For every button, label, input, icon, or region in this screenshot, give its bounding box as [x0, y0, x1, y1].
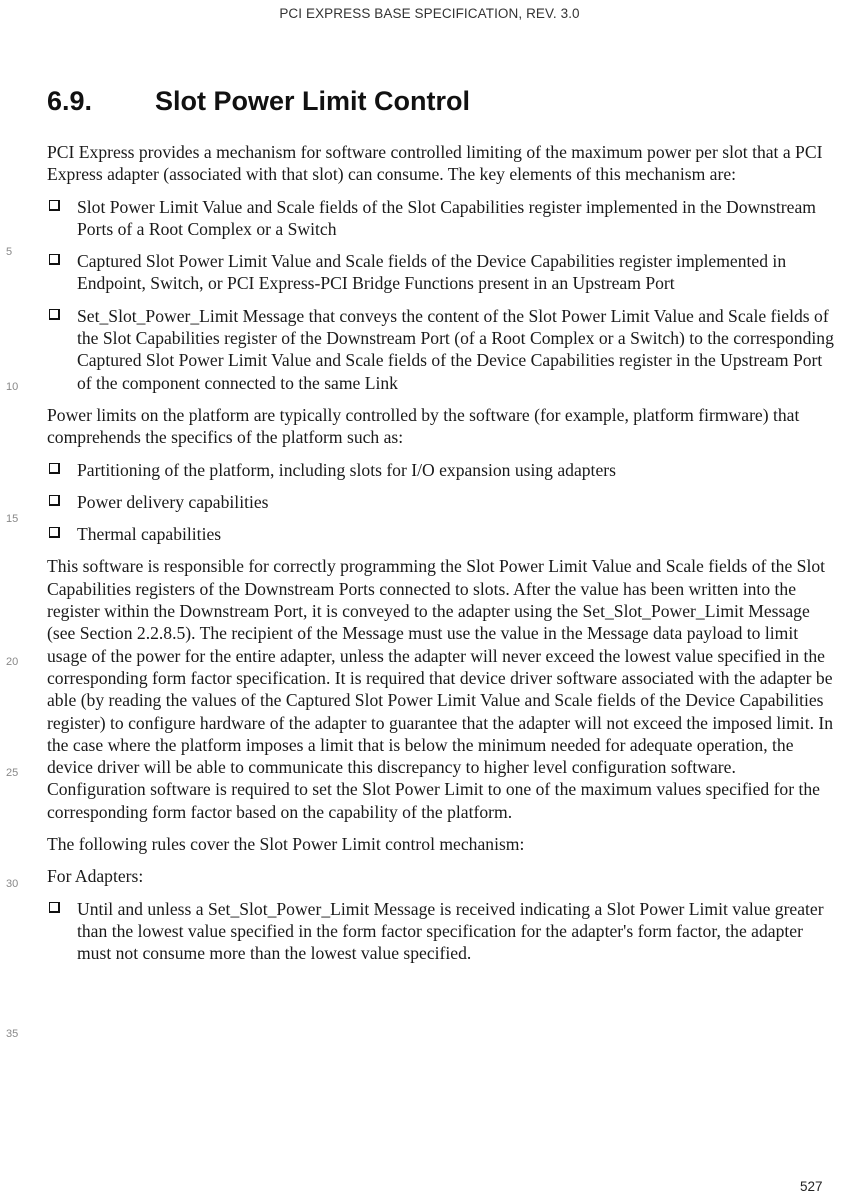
- key-element-item: [47, 196, 837, 241]
- line-number: 30: [6, 878, 19, 890]
- document-body: [47, 141, 837, 975]
- checkbox-bullet-icon: [49, 902, 60, 913]
- software-paragraph: This software is responsible for correctly programming the Slot Power Limit Value and Scale fields of the Slot Capabilities registers of the Downstream Ports connected to slots. After the value has been written into the register within the Downstream Port, it is conveyed to the adapter using the Set_Slot_Power_Limit Message (see Section 2.2.8.5). The recipient of the Message must use the value in the Message data payload to limit usage of the power for the entire adapter, unless the adapter will never exceed the lowest value specified in the corresponding form factor specification. It is required that device driver software associated with the adapter be able (by reading the values of the Captured Slot Power Limit Value and Scale fields of the Device Capabilities register) to configure hardware of the adapter to guarantee that the adapter will not exceed the imposed limit. In the case where the platform imposes a limit that is below the minimum needed for adequate operation, the device driver will be able to communicate this discrepancy to higher level configuration software. Configuration software is required to set the Slot Power Limit to one of the maximum values specified for the corresponding form factor based on the capability of the platform.: [47, 556, 834, 822]
- line-number: 5: [6, 246, 13, 258]
- platform-specific-text: Partitioning of the platform, including slots for I/O expansion using adapters: [77, 459, 616, 480]
- line-number: 10: [6, 381, 19, 393]
- key-element-text: Set_Slot_Power_Limit Message that conveys the content of the Slot Power Limit Value and Scale fields of the Slot Capabilities register of the Downstream Port (of a Root Complex or a Switch) to the corresponding Captured Slot Power Limit Value and Scale fields of the Device Capabilities register in the Upstream Port of the component connected to the same Link: [77, 305, 834, 393]
- section-heading: [47, 86, 470, 117]
- key-element-text: Captured Slot Power Limit Value and Scale fields of the Device Capabilities register implemented in Endpoint, Switch, or PCI Express-PCI Bridge Functions present in an Upstream Port: [77, 251, 787, 294]
- key-element-text: Slot Power Limit Value and Scale fields of the Slot Capabilities register implemented in the Downstream Ports of a Root Complex or a Switch: [77, 196, 816, 239]
- rules-intro-paragraph: The following rules cover the Slot Power Limit control mechanism:: [47, 834, 525, 855]
- checkbox-bullet-icon: [49, 309, 60, 320]
- platform-specific-text: Thermal capabilities: [77, 524, 222, 545]
- platform-specific-item: [47, 523, 837, 545]
- key-element-item: [47, 250, 837, 295]
- running-header: PCI EXPRESS BASE SPECIFICATION, REV. 3.0: [279, 6, 580, 21]
- page-number: 527: [800, 1179, 823, 1194]
- line-number: 15: [6, 513, 19, 525]
- platform-specific-item: [47, 491, 837, 513]
- line-number: 20: [6, 656, 19, 668]
- power-limits-paragraph: Power limits on the platform are typically controlled by the software (for example, platform firmware) that comprehends the specifics of the platform such as:: [47, 404, 800, 448]
- section-number: 6.9.: [47, 86, 93, 116]
- platform-specific-text: Power delivery capabilities: [77, 491, 269, 512]
- checkbox-bullet-icon: [49, 495, 60, 506]
- checkbox-bullet-icon: [49, 463, 60, 474]
- adapter-rule-text: Until and unless a Set_Slot_Power_Limit Message is received indicating a Slot Power Limit value greater than the lowest value specified in the form factor specification for the adapter's form factor, the adapter must not consume more than the lowest value specified.: [77, 898, 824, 964]
- for-adapters-label: For Adapters:: [47, 866, 144, 887]
- section-title: Slot Power Limit Control: [155, 86, 470, 116]
- line-number: 25: [6, 767, 19, 779]
- checkbox-bullet-icon: [49, 200, 60, 211]
- adapter-rule-item: [47, 898, 837, 965]
- checkbox-bullet-icon: [49, 527, 60, 538]
- intro-paragraph: PCI Express provides a mechanism for software controlled limiting of the maximum power per slot that a PCI Express adapter (associated with that slot) can consume. The key elements of this mechanism are:: [47, 142, 823, 185]
- key-element-item: [47, 305, 837, 394]
- line-number: 35: [6, 1028, 19, 1040]
- checkbox-bullet-icon: [49, 254, 60, 265]
- platform-specific-item: [47, 459, 837, 481]
